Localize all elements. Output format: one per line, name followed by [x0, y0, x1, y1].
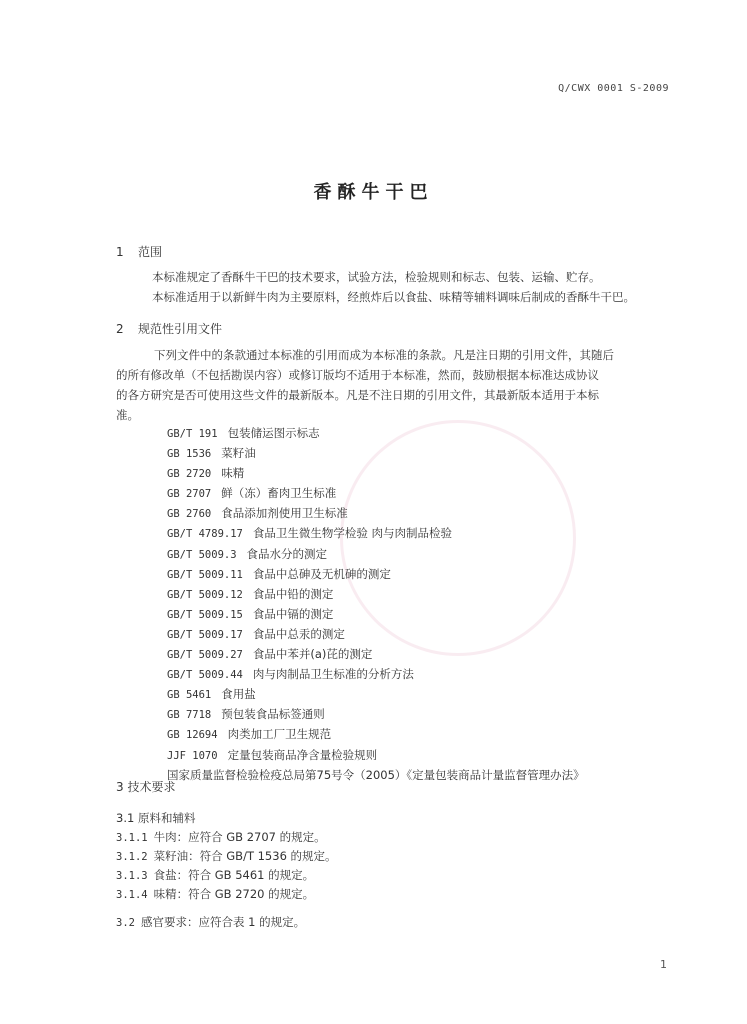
- section-1-line: 本标准适用于以新鲜牛肉为主要原料，经煎炸后以食盐、味精等辅料调味后制成的香酥牛干巴。: [152, 290, 635, 304]
- section-2-body: [116, 345, 676, 425]
- section-1-heading: [116, 243, 162, 260]
- reference-item: GB 2707 鲜（冻）畜肉卫生标准: [167, 486, 337, 501]
- section-2-title: 规范性引用文件: [138, 322, 223, 336]
- requirement-item: 3.1.4 味精：符合 GB 2720 的规定。: [116, 887, 315, 901]
- section-2-number: 2: [116, 322, 124, 336]
- document-code: Q/CWX 0001 S-2009: [558, 83, 669, 94]
- reference-item: GB 1536 菜籽油: [167, 446, 256, 461]
- section-2-line: 的所有修改单（不包括勘误内容）或修订版均不适用于本标准，然而，鼓励根据本标准达成协议: [116, 368, 599, 382]
- reference-item: GB/T 5009.11 食品中总砷及无机砷的测定: [167, 566, 391, 581]
- reference-item: GB 7718 预包装食品标签通则: [167, 707, 325, 722]
- section-2-line: 准。: [116, 408, 139, 422]
- section-3-heading: 3 技术要求: [116, 780, 176, 794]
- requirement-item: 3.1.2 菜籽油：符合 GB/T 1536 的规定。: [116, 849, 337, 863]
- reference-item: GB 5461 食用盐: [167, 687, 256, 702]
- reference-item: GB 2760 食品添加剂使用卫生标准: [167, 506, 348, 521]
- page-number: 1: [660, 958, 667, 971]
- section-2-line: 的各方研究是否可使用这些文件的最新版本。凡是不注日期的引用文件，其最新版本适用于本标: [116, 388, 599, 402]
- requirement-item: 3.1.1 牛肉：应符合 GB 2707 的规定。: [116, 830, 326, 844]
- page-title: 香酥牛干巴: [313, 182, 434, 203]
- reference-item: GB 12694 肉类加工厂卫生规范: [167, 727, 332, 742]
- section-3-1-heading: 3.1 原料和辅料: [116, 811, 196, 825]
- reference-list: [167, 424, 585, 785]
- reference-item: JJF 1070 定量包装商品净含量检验规则: [167, 747, 378, 762]
- section-1-line: 本标准规定了香酥牛干巴的技术要求，试验方法，检验规则和标志、包装、运输、贮存。: [152, 270, 601, 284]
- reference-item: GB/T 5009.15 食品中镉的测定: [167, 606, 334, 621]
- section-1-title: 范围: [138, 245, 163, 259]
- reference-item: GB/T 5009.27 食品中苯并(a)芘的测定: [167, 647, 373, 662]
- reference-item-decree: 国家质量监督检验检疫总局第75号令（2005）《定量包装商品计量监督管理办法》: [167, 767, 585, 782]
- reference-item: GB/T 5009.44 肉与肉制品卫生标准的分析方法: [167, 667, 414, 682]
- section-1-body: [152, 267, 635, 307]
- reference-item: GB/T 5009.17 食品中总汞的测定: [167, 626, 345, 641]
- section-3-2: 3.2 感官要求：应符合表 1 的规定。: [116, 915, 306, 929]
- section-1-number: 1: [116, 245, 124, 259]
- section-2-line: 下列文件中的条款通过本标准的引用而成为本标准的条款。凡是注日期的引用文件，其随后: [154, 348, 614, 362]
- reference-item: GB/T 4789.17 食品卫生微生物学检验 肉与肉制品检验: [167, 526, 453, 541]
- requirement-item: 3.1.3 食盐：符合 GB 5461 的规定。: [116, 868, 315, 882]
- reference-item: GB 2720 味精: [167, 466, 245, 481]
- reference-item: GB/T 5009.12 食品中铅的测定: [167, 586, 334, 601]
- reference-item: GB/T 191 包装储运图示标志: [167, 426, 320, 440]
- section-2-heading: [116, 320, 222, 337]
- reference-item: GB/T 5009.3 食品水分的测定: [167, 546, 328, 561]
